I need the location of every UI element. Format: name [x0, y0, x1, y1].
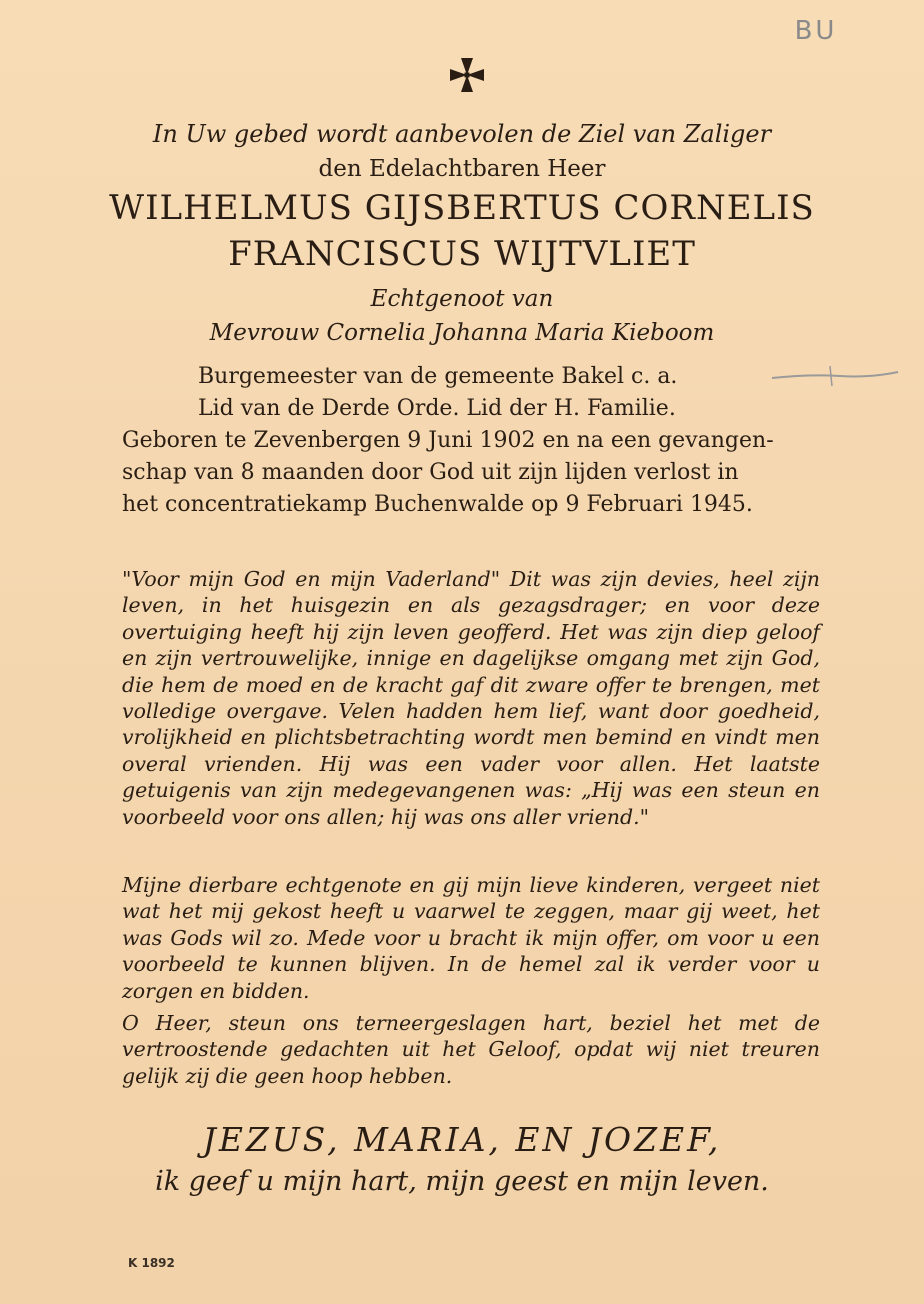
tribute-paragraph: "Voor mijn God en mijn Vaderland" Dit was zijn devies, heel zijn leven, in het huisgezin en als gezagsdrager; en voor deze overtuiging heeft hij zijn leven geofferd. Het was zijn diep geloof en zijn vertrouwelijke, innige en dagelijkse omgang met zijn God, die hem de moed en de kracht gaf dit zware offer te brengen, met volledige overgave. Velen hadden hem lief, want door goedheid, vrolijkheid en plichtsbetrachting wordt men bemind en vindt men overal vrienden. Hij was een vader voor allen. Het laatste getuigenis van zijn medegevangenen was: „Hij was een steun en voorbeeld voor ons allen; hij was ons aller vriend." — [122, 567, 820, 829]
corner-pencil-note: BU — [794, 16, 838, 46]
bio-line5: het concentratiekamp Buchenwalde op 9 Februari 1945. — [122, 492, 753, 517]
intro-line: In Uw gebed wordt aanbevolen de Ziel van Zaliger — [152, 120, 772, 148]
printer-code: K 1892 — [128, 1256, 175, 1270]
spouse-label: Echtgenoot van — [370, 286, 554, 312]
cross-pattee-icon — [448, 56, 486, 94]
closing-prayer: ik geef u mijn hart, mijn geest en mijn leven. — [155, 1166, 769, 1197]
pencil-stroke-mark — [770, 364, 900, 388]
deceased-name-line1: WILHELMUS GIJSBERTUS CORNELIS — [109, 188, 815, 228]
bio-line3: Geboren te Zevenbergen 9 Juni 1902 en na een gevangen- — [122, 428, 774, 453]
prayer-paragraph: O Heer, steun ons terneergeslagen hart, beziel het met de vertroostende gedachten uit het Geloof, opdat wij niet treuren gelijk zij die geen hoop hebben. — [122, 1011, 820, 1088]
bio-line4: schap van 8 maanden door God uit zijn lijden verlost in — [122, 460, 739, 485]
farewell-paragraph: Mijne dierbare echtgenote en gij mijn lieve kinderen, vergeet niet wat het mij gekost heeft u vaarwel te zeggen, maar gij weet, het was Gods wil zo. Mede voor u bracht ik mijn offer, om voor u een voorbeeld te kunnen blijven. In de hemel zal ik verder voor u zorgen en bidden. — [122, 873, 820, 1003]
deceased-name-line2: FRANCISCUS WIJTVLIET — [228, 234, 696, 274]
bio-office: Burgemeester van de gemeente Bakel c. a. — [198, 364, 678, 389]
closing-invocation: JEZUS, MARIA, EN JOZEF, — [202, 1120, 722, 1159]
spouse-name: Mevrouw Cornelia Johanna Maria Kieboom — [209, 320, 715, 346]
bio-memberships: Lid van de Derde Orde. Lid der H. Familie. — [198, 396, 676, 421]
title-line: den Edelachtbaren Heer — [318, 156, 606, 182]
